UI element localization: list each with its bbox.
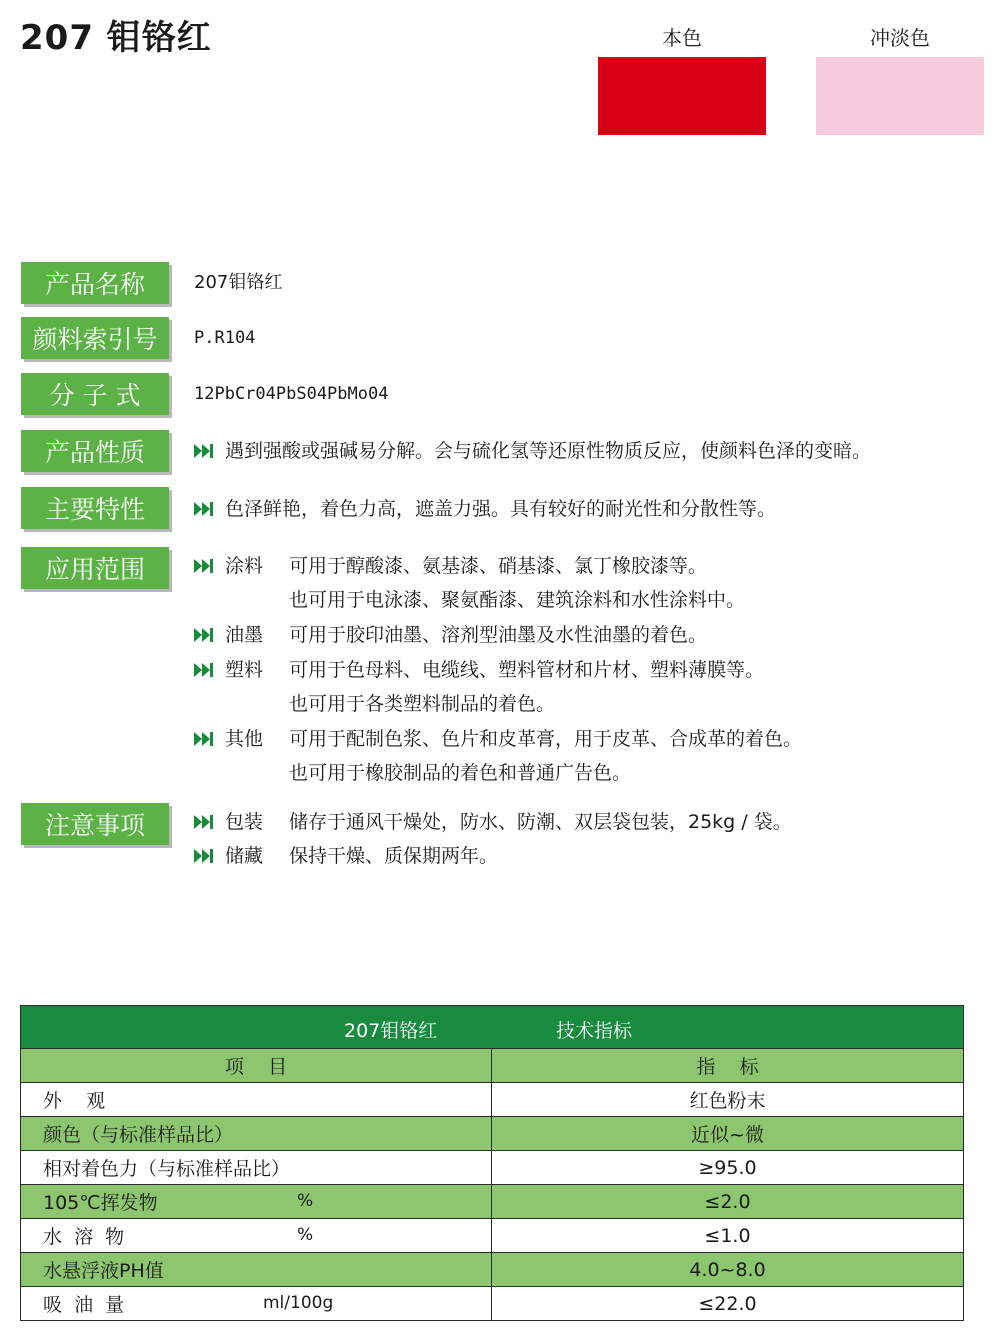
application-line: 可用于配制色浆、色片和皮革膏，用于皮革、合成革的着色。 — [289, 728, 803, 750]
row-value: ≥95.0 — [698, 1156, 757, 1179]
swatch-label-tint: 冲淡色 — [870, 26, 930, 50]
notes-category-packaging: 包装 — [225, 811, 264, 833]
product-title: 207 钼铬红 — [20, 18, 212, 58]
swatch-tint — [816, 57, 984, 135]
row-value: ≤22.0 — [698, 1292, 757, 1315]
row-item: 吸 油 量 — [21, 1287, 492, 1320]
table-row — [21, 1218, 963, 1252]
section-label-formula: 分 子 式 — [21, 373, 169, 415]
table-row — [21, 1252, 963, 1286]
product-name-value: 207钼铬红 — [194, 272, 283, 293]
double-arrow-icon — [194, 849, 214, 863]
table-row — [21, 1184, 963, 1218]
row-item: 水 溶 物 — [21, 1219, 492, 1252]
double-arrow-icon — [194, 502, 214, 516]
section-label-features: 主要特性 — [21, 487, 169, 529]
spec-table-title-spec: 技术指标 — [556, 1020, 633, 1042]
formula-value: 12PbCr04PbS04PbMo04 — [194, 384, 389, 404]
application-line: 也可用于各类塑料制品的着色。 — [289, 693, 556, 715]
header-spec: 指 标 — [696, 1056, 759, 1078]
row-item: 水悬浮液PH值 — [21, 1253, 492, 1286]
property-text: 遇到强酸或强碱易分解。会与硫化氢等还原性物质反应，使颜料色泽的变暗。 — [225, 440, 872, 462]
spec-table-header-row — [21, 1048, 963, 1082]
application-category-inks: 油墨 — [225, 624, 264, 646]
application-line: 也可用于橡胶制品的着色和普通广告色。 — [289, 762, 632, 784]
double-arrow-icon — [194, 815, 214, 829]
application-line: 可用于胶印油墨、溶剂型油墨及水性油墨的着色。 — [289, 624, 708, 646]
table-row — [21, 1082, 963, 1116]
table-row — [21, 1286, 963, 1320]
double-arrow-icon — [194, 628, 214, 642]
features-text: 色泽鲜艳，着色力高，遮盖力强。具有较好的耐光性和分散性等。 — [225, 498, 777, 520]
row-value: ≤2.0 — [704, 1190, 751, 1213]
row-value: 4.0~8.0 — [689, 1258, 766, 1281]
row-item: 颜色（与标准样品比） — [21, 1117, 492, 1150]
section-label-property: 产品性质 — [21, 430, 169, 472]
spec-table — [20, 1005, 964, 1321]
row-item: 相对着色力（与标准样品比） — [21, 1151, 492, 1184]
row-value: 红色粉末 — [689, 1090, 766, 1112]
row-value: 近似~微 — [691, 1124, 764, 1146]
notes-category-storage: 储藏 — [225, 845, 264, 867]
application-line: 可用于醇酸漆、氨基漆、硝基漆、氯丁橡胶漆等。 — [289, 555, 708, 577]
double-arrow-icon — [194, 732, 214, 746]
spec-table-title-row — [21, 1006, 963, 1048]
pigment-index-value: P.R104 — [194, 328, 256, 348]
table-row — [21, 1116, 963, 1150]
row-item: 外 观 — [21, 1083, 492, 1116]
row-item: 105℃挥发物 — [21, 1185, 492, 1218]
double-arrow-icon — [194, 444, 214, 458]
row-value: ≤1.0 — [704, 1224, 751, 1247]
double-arrow-icon — [194, 559, 214, 573]
double-arrow-icon — [194, 663, 214, 677]
section-label-notes: 注意事项 — [21, 803, 169, 845]
application-category-coatings: 涂料 — [225, 555, 264, 577]
section-label-product-name: 产品名称 — [21, 262, 169, 304]
application-category-other: 其他 — [225, 728, 264, 750]
application-category-plastics: 塑料 — [225, 659, 264, 681]
row-unit: % — [297, 1191, 314, 1211]
section-label-pigment-index: 颜料索引号 — [21, 317, 169, 359]
spec-table-title-product: 207钼铬红 — [344, 1020, 438, 1042]
application-line: 也可用于电泳漆、聚氨酯漆、建筑涂料和水性涂料中。 — [289, 589, 746, 611]
swatch-masstone — [598, 57, 766, 135]
notes-line: 保持干燥、质保期两年。 — [289, 845, 499, 867]
table-row — [21, 1150, 963, 1184]
section-label-application: 应用范围 — [21, 547, 169, 589]
application-line: 可用于色母料、电缆线、塑料管材和片材、塑料薄膜等。 — [289, 659, 765, 681]
swatch-label-masstone: 本色 — [662, 26, 702, 50]
notes-line: 储存于通风干燥处，防水、防潮、双层袋包装，25kg / 袋。 — [289, 811, 792, 833]
row-unit: % — [297, 1225, 314, 1245]
row-unit: ml/100g — [263, 1293, 334, 1313]
header-item: 项 目 — [21, 1049, 492, 1082]
